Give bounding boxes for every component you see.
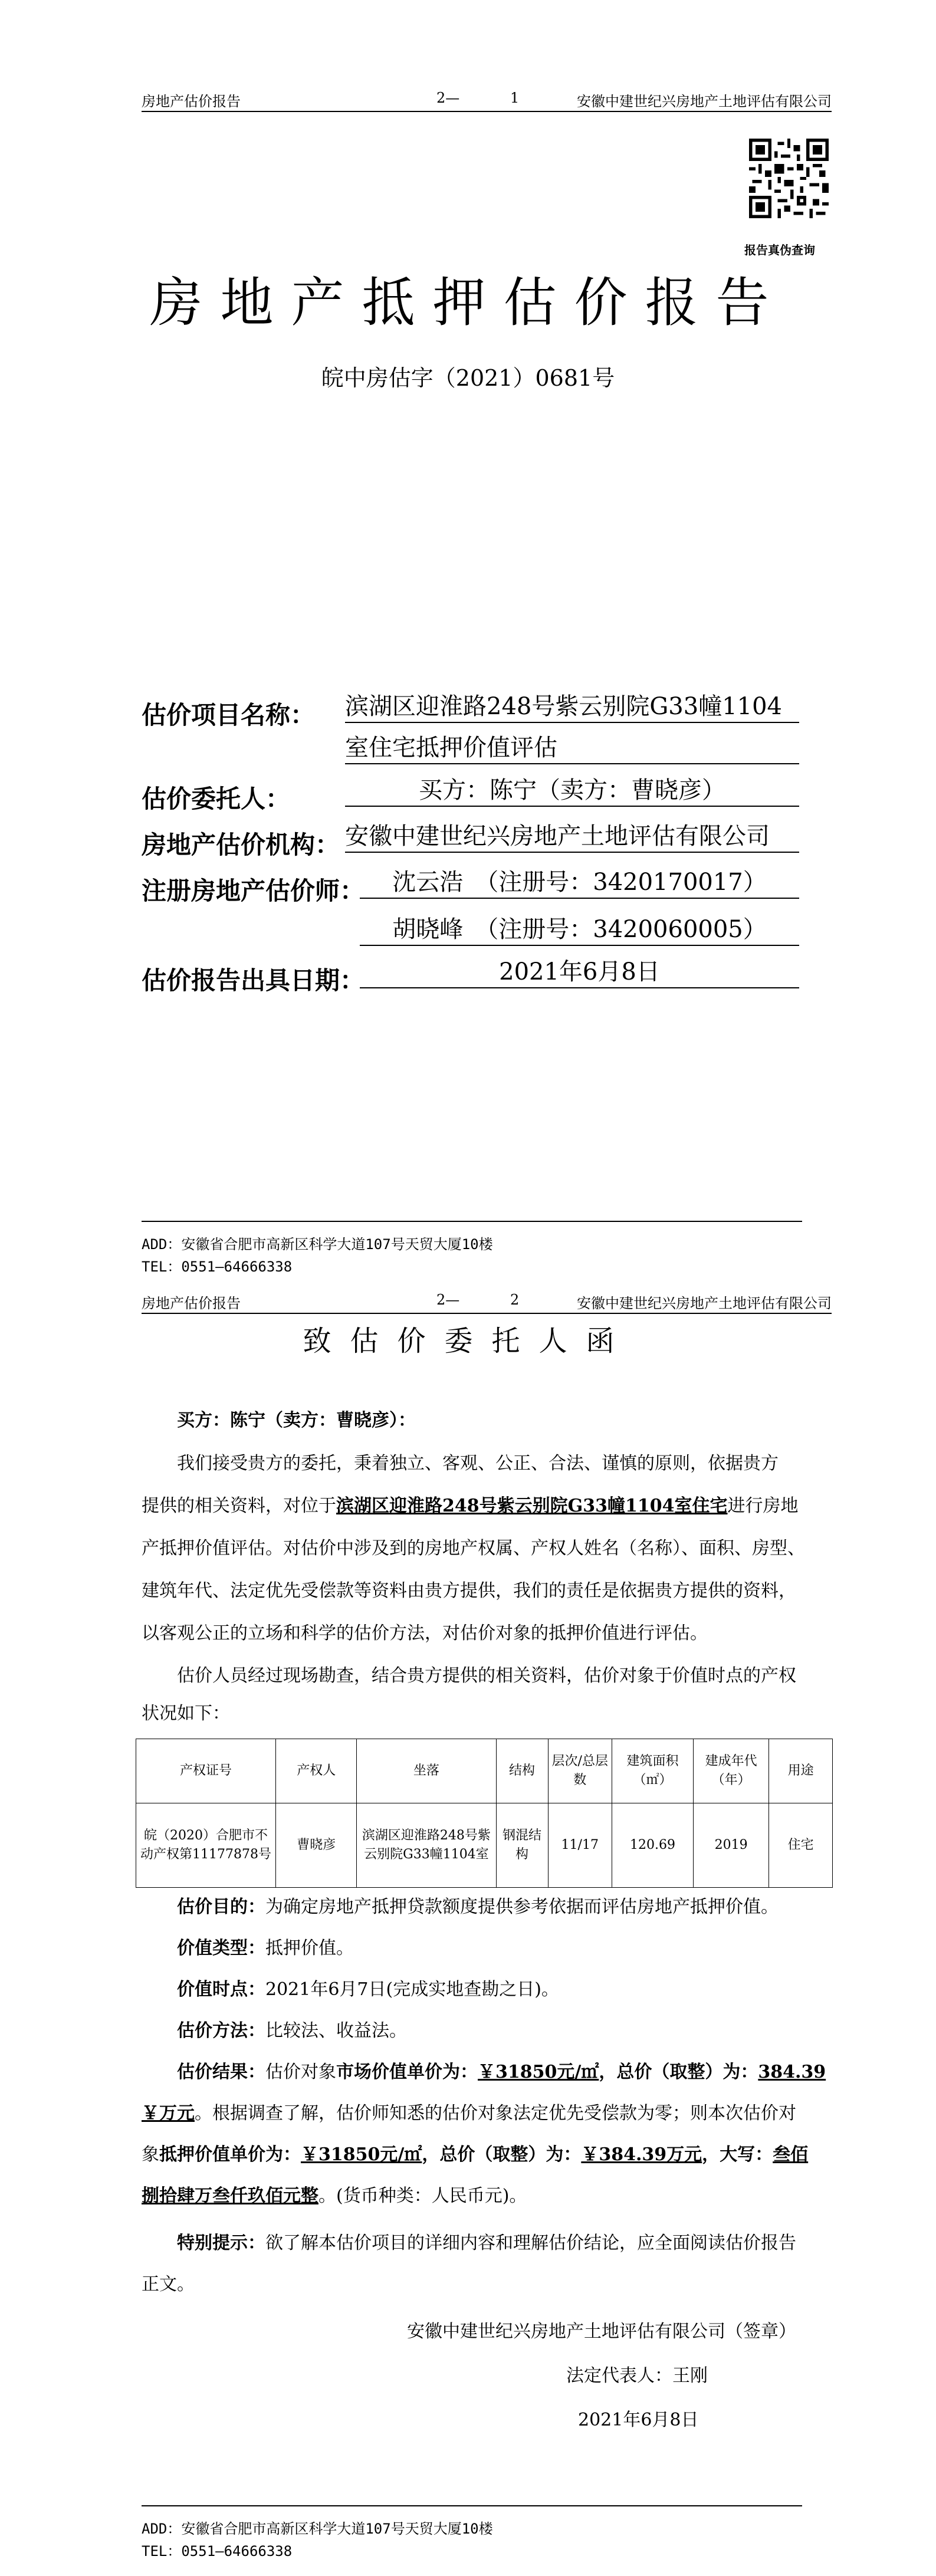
purpose-text: 为确定房地产抵押贷款额度提供参考依据而评估房地产抵押价值。 xyxy=(265,1897,779,1917)
result-text: 估价对象 xyxy=(265,2062,336,2082)
report-title: 房地产抵押估价报告 xyxy=(149,272,787,334)
mortgage-total-words: 捌拾肆万叁仟玖佰元整 xyxy=(142,2186,318,2206)
result-label: 估价结果： xyxy=(177,2062,265,2082)
date-label: 估价报告出具日期： xyxy=(142,966,365,995)
document-number: 皖中房估字（2021）0681号 xyxy=(321,365,615,391)
notice-label: 特别提示： xyxy=(177,2233,265,2253)
result-text: 。(货币种类：人民币元)。 xyxy=(318,2186,527,2206)
result-text: 。根据调查了解，估价师知悉的估价对象法定优先受偿款为零；则本次估价对 xyxy=(195,2103,796,2124)
method-label: 估价方法： xyxy=(177,2020,265,2041)
table-header-row xyxy=(136,1739,833,1803)
notice-line1 xyxy=(177,2222,832,2265)
project-value-line2: 室住宅抵押价值评估 xyxy=(345,732,799,764)
agency-value: 安徽中建世纪兴房地产土地评估有限公司 xyxy=(345,821,799,853)
table-row xyxy=(136,1803,833,1888)
table-header: 建筑面积（㎡） xyxy=(612,1739,693,1803)
result-text: ，总价（取整）为： xyxy=(422,2144,582,2165)
value-type-text: 抵押价值。 xyxy=(265,1938,354,1959)
header-right: 安徽中建世纪兴房地产土地评估有限公司 xyxy=(577,1295,832,1312)
header-page-a: 2— xyxy=(436,1292,460,1308)
value-time-line xyxy=(177,1969,867,2011)
value-type-line xyxy=(177,1927,867,1970)
value-type-label: 价值类型： xyxy=(177,1938,265,1959)
header-page-b: 2 xyxy=(510,1292,520,1308)
para2-line2: 状况如下： xyxy=(142,1703,230,1724)
method-text: 比较法、收益法。 xyxy=(265,2020,407,2041)
project-value-line1: 滨湖区迎淮路248号紫云别院G33幢1104 xyxy=(345,691,799,723)
signature-company: 安徽中建世纪兴房地产土地评估有限公司（签章） xyxy=(407,2321,796,2342)
purpose-line xyxy=(177,1886,867,1928)
result-text: 市场价值单价为： xyxy=(336,2062,478,2082)
para1-line5: 以客观公正的立场和科学的估价方法，对估价对象的抵押价值进行评估。 xyxy=(142,1623,708,1644)
table-header: 用途 xyxy=(769,1739,833,1803)
appraiser-1: 沈云浩 （注册号：3420170017） xyxy=(360,867,799,899)
result-total: 384.39 xyxy=(758,2062,826,2082)
salutation: 买方：陈宁（卖方：曹晓彦）： xyxy=(177,1410,416,1431)
footer-divider xyxy=(142,2505,802,2506)
table-header: 产权人 xyxy=(276,1739,357,1803)
date-value: 2021年6月8日 xyxy=(360,957,799,988)
footer-phone: TEL：0551—64666338 xyxy=(142,1259,293,1275)
table-header: 坐落 xyxy=(357,1739,496,1803)
footer-phone: TEL：0551—64666338 xyxy=(142,2543,293,2559)
para1-line4: 建筑年代、法定优先受偿款等资料由贵方提供，我们的责任是依据贵方提供的资料， xyxy=(142,1581,796,1601)
purpose-label: 估价目的： xyxy=(177,1897,265,1917)
mortgage-total-words: 叁佰 xyxy=(773,2144,809,2165)
result-text: ，大写： xyxy=(702,2144,773,2165)
qr-verify-label: 报告真伪查询 xyxy=(744,243,815,257)
header-right: 安徽中建世纪兴房地产土地评估有限公司 xyxy=(577,93,832,110)
footer-divider xyxy=(142,1221,802,1222)
agency-label: 房地产估价机构： xyxy=(142,830,340,859)
notice-text: 欲了解本估价项目的详细内容和理解估价结论，应全面阅读估价报告 xyxy=(265,2233,796,2253)
signature-representative: 法定代表人：王刚 xyxy=(566,2365,708,2386)
value-time-text: 2021年6月7日(完成实地查勘之日)。 xyxy=(265,1979,559,2000)
result-text: ，总价（取整）为： xyxy=(599,2062,758,2082)
mortgage-unit-price: ￥31850元/㎡ xyxy=(301,2144,422,2165)
result-line1 xyxy=(177,2051,832,2094)
result-unit-price: ￥31850元/㎡ xyxy=(478,2062,599,2082)
table-cell: 120.69 xyxy=(612,1803,693,1888)
footer-address: ADD：安徽省合肥市高新区科学大道107号天贸大厦10楼 xyxy=(142,2521,493,2537)
qr-code-icon xyxy=(749,139,829,218)
appraiser-label: 注册房地产估价师： xyxy=(142,876,365,905)
header-left: 房地产估价报告 xyxy=(142,1295,241,1312)
result-total-unit: ￥万元 xyxy=(142,2103,195,2124)
table-cell: 住宅 xyxy=(769,1803,833,1888)
client-label: 估价委托人： xyxy=(142,784,291,813)
table-cell: 滨湖区迎淮路248号紫云别院G33幢1104室 xyxy=(357,1803,496,1888)
table-header: 层次/总层数 xyxy=(548,1739,612,1803)
page-header xyxy=(142,1289,832,1314)
method-line xyxy=(177,2010,867,2052)
notice-line2: 正文。 xyxy=(142,2274,195,2295)
para1-line2 xyxy=(142,1485,832,1527)
table-header: 结构 xyxy=(496,1739,548,1803)
page-header xyxy=(142,87,832,112)
value-time-label: 价值时点： xyxy=(177,1979,265,2000)
client-value: 买方：陈宁（卖方：曹晓彦） xyxy=(345,775,799,807)
appraiser-2: 胡晓峰 （注册号：3420060005） xyxy=(360,914,799,946)
para2-line1: 估价人员经过现场勘查，结合贵方提供的相关资料，估价对象于价值时点的产权 xyxy=(177,1665,796,1686)
para1-text: 提供的相关资料，对位于 xyxy=(142,1496,336,1516)
header-page-b: 1 xyxy=(510,90,520,106)
table-header: 建成年代（年） xyxy=(694,1739,769,1803)
mortgage-total: ￥384.39万元 xyxy=(581,2144,702,2165)
project-label: 估价项目名称： xyxy=(142,701,316,730)
table-cell: 皖（2020）合肥市不动产权第11177878号 xyxy=(136,1803,276,1888)
table-cell: 11/17 xyxy=(548,1803,612,1888)
table-cell: 2019 xyxy=(694,1803,769,1888)
letter-page xyxy=(0,1279,936,2576)
header-left: 房地产估价报告 xyxy=(142,93,241,110)
para1-text-end: 进行房地 xyxy=(727,1496,799,1516)
table-header: 产权证号 xyxy=(136,1739,276,1803)
table-cell: 钢混结构 xyxy=(496,1803,548,1888)
signature-date: 2021年6月8日 xyxy=(578,2410,699,2430)
result-line4 xyxy=(142,2175,832,2217)
result-line3 xyxy=(142,2134,832,2176)
result-text: 象 xyxy=(142,2144,159,2165)
property-table xyxy=(136,1739,833,1888)
para1-line3: 产抵押价值评估。对估价中涉及到的房地产权属、产权人姓名（名称）、面积、房型、 xyxy=(142,1538,805,1559)
result-text: 抵押价值单价为： xyxy=(159,2144,301,2165)
letter-title: 致估价委托人函 xyxy=(303,1325,633,1358)
footer-address: ADD：安徽省合肥市高新区科学大道107号天贸大厦10楼 xyxy=(142,1236,493,1253)
header-page-a: 2— xyxy=(436,90,460,106)
result-line2 xyxy=(142,2092,832,2135)
para1-line1: 我们接受贵方的委托，秉着独立、客观、公正、合法、谨慎的原则，依据贵方 xyxy=(177,1453,779,1474)
para1-property: 滨湖区迎淮路248号紫云别院G33幢1104室住宅 xyxy=(336,1496,728,1516)
table-cell: 曹晓彦 xyxy=(276,1803,357,1888)
report-cover-page xyxy=(0,0,936,1279)
